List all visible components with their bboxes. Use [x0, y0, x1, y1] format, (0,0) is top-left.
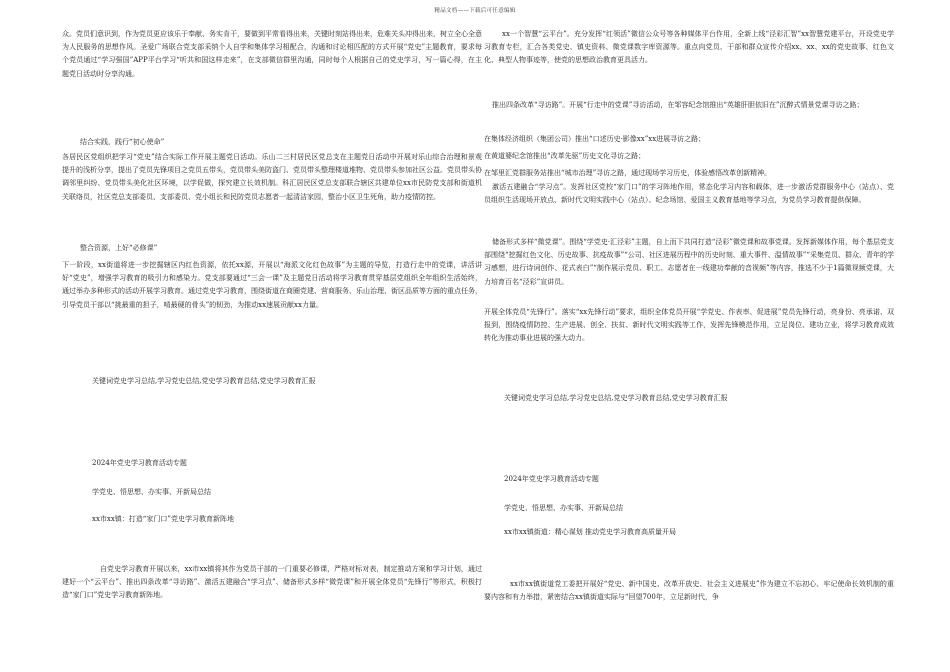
paragraph-pioneer-action: 开展全体党员“先锋行”。落实“xx先锋行动”要求，组织全体党员开展“学党史、作表率、促进展”党员先锋行动，亮身份、亮承诺、双报到，围绕疫情防控、生产进展、创全、扶贫、新时代文明实践等工作，发挥先锋模范作用，立足岗位、建功立业，将学习教育成效转化为推动事业进展的强大动力。	[484, 308, 894, 343]
paragraph-micro-lessons: 储备形式多样“微党课”。围绕“学党史·汇泾彩”主题，自上而下共同打造“泾彩”微党课和故事党课。发挥新媒体作用，每个基层党支部围绕“挖掘红色文化、历史故事、抗疫故事”“公司、社区进展历程中的历史时刻、重大事件、温情故事”“采集党员、群众、青年的学习感想，进行诗词创作、花式表白”“制作展示党员、职工、志愿者在一线建功奉献的音视频”等内容，推选不少于1篇微视频党课，大力培育百名“泾彩”宣讲员。	[484, 238, 894, 286]
paragraph-reform-routes: 推出四条改革“寻访路”。开展“行走中的党课”寻访活动，在邹容纪念馆推出“英雄肝胆依旧在”沉醉式情景党课寻访之路；	[492, 101, 864, 109]
route-line-governance: 在邹里汇党群服务站推出“城市治理”寻访之路，通过现场学习历史，体验感悟改革创新精神。	[484, 169, 772, 177]
paragraph-practice: 各居民区党组织把学习“党史”结合实际工作开展主题党日活动。乐山二三村居民区党总支在主题党日活动中开展对乐山综合治理和景观提升的浅析分享，提出了党员先锋项目之党员五带头，党员带头美防盗门、党员带头整理楼道堆物、党员带头参加社区公益。党员带头协调邻里纠纷、党员带头美化社区环境，以学促做，探究建立长效机制。科汇居民区党总支部联合辖区共建单位xx市民防党支部和街道机关联络员，社区党总支部委员、支部委员、党小组长和民防党员志愿者一起清洁家园，整治小区卫生死角，助力疫情防控。	[62, 153, 482, 201]
topic-title: 2024年党史学习教育活动专题	[92, 459, 187, 467]
paragraph-intro: 自党史学习教育开展以来，xx市xx镇将其作为党员干部的一门重要必修课，严格对标对表，制定推动方案和学习计划，通过建好一个“云平台”、推出四条改革“寻访路”、激活五建融合“学习点”、储备形式多样“微党课”和开展全体党员“先锋行”等形式，积极打造“家门口”党史学习教育新阵地。	[62, 565, 482, 600]
topic-tags-right: 学党史、悟思想、办实事、开新局总结	[504, 504, 623, 512]
keywords-line: 关键词党史学习总结,学习党史总结,党史学习教育总结,党史学习教育汇报	[92, 377, 316, 385]
topic-title-right: 2024年党史学习教育活动专题	[504, 475, 599, 483]
article-subtitle: xx市xx镇：打造“家门口”党史学习教育新阵地	[92, 515, 234, 523]
article-subtitle-right: xx市xx镇街道：精心谋划 推动党史学习教育高质量开局	[504, 528, 677, 536]
paragraph-intro-right: xx市xx镇街道党工委把开展好“党史、新中国史、改革开放史、社会主义进展史”作为建立不忘初心、牢记使命长效机制的重要内容和有力举措，紧密结合xx镇街道实际与“回望700年，立足新时代，争	[484, 580, 894, 602]
paragraph-study-method: 众。党员们意识到，作为党员更应该乐于奉献、务实肯干，要做到平常看得出来，关键时刻站得出来，危难关头冲得出来，树立全心全意为人民服务的思想作风。圣爱广场联合党支部采纳个人自学和集体学习相配合，沟通和讨论相匹配的方式开展“党史”主题教育，要求每个党员通过“学习强国”APP平台学习“听共和国这样走来”，在支部微信群里沟通，同时每个人根据自己的党史学习，写一篇心得，在主题党日活动时分享沟通。	[62, 30, 482, 78]
paragraph-learning-points: 激活五建融合“学习点”。发挥社区党校“家门口”的学习阵地作用，常态化学习内容和载体，进一步激活党群服务中心（站点）、党员组织生活现场开放点、新时代文明实践中心（站点）、纪念场馆、爱国主义教育基地等学习点，为党员学习教育提供保障。	[484, 183, 894, 205]
paragraph-cloud-platform: xx一个智慧“云平台”。充分发挥“红领活”微信公众号等各种媒体平台作用，全新上线“泾彩汇智”xx智慧党建平台，开设党史学习教育专栏，汇合各类党史、镇史资料、微党课数字库资源等。重点向党员、干部和群众宣传介绍xx、xx、xx的党史故事、红色文化、典型人物事迹等，使党的思想政治教育更具活力。	[484, 30, 894, 65]
left-column	[62, 0, 482, 672]
keywords-line-right: 关键词党史学习总结,学习党史总结,党史学习教育总结,党史学习教育汇报	[504, 394, 728, 402]
paragraph-next-stage: 下一阶段，xx街道将进一步挖掘辖区内红色资源，依托xx源，开展以“海派文化红色故事”为主题的导览，打造行走中的党课，讲活讲好“党史”，增强学习教育的吸引力和感染力。党支部要通过“三会一课”及主题党日活动将学习教育贯穿基层党组织全年组织生活始终，通过举办多种形式的活动开展学习教育。通过党史学习教育，围绕街道在商圈党建、营商服务、乐山治理、街区品质等方面的重点任务，引导党员干部以“挑最重的担子，啃最硬的骨头”的韧劲，为推动xx速展贡献xx力量。	[62, 261, 482, 309]
section-heading-practice: 结合实践，践行“初心使命”	[80, 138, 165, 146]
route-line-collective: 在集体经济组织（集团公司）推出“口述历史·影像xx”xx进展寻访之路；	[484, 135, 706, 143]
route-line-huangdaopo: 在黄道婆纪念馆推出“改革先驱”历史文化寻访之路；	[484, 152, 646, 160]
right-column	[484, 0, 894, 672]
section-heading-resources: 整合资源，上好“必修课”	[80, 244, 158, 252]
page-header: 精品文档——下载后可任意编辑	[434, 8, 516, 14]
topic-tags: 学党史、悟思想、办实事、开新局总结	[92, 488, 211, 496]
